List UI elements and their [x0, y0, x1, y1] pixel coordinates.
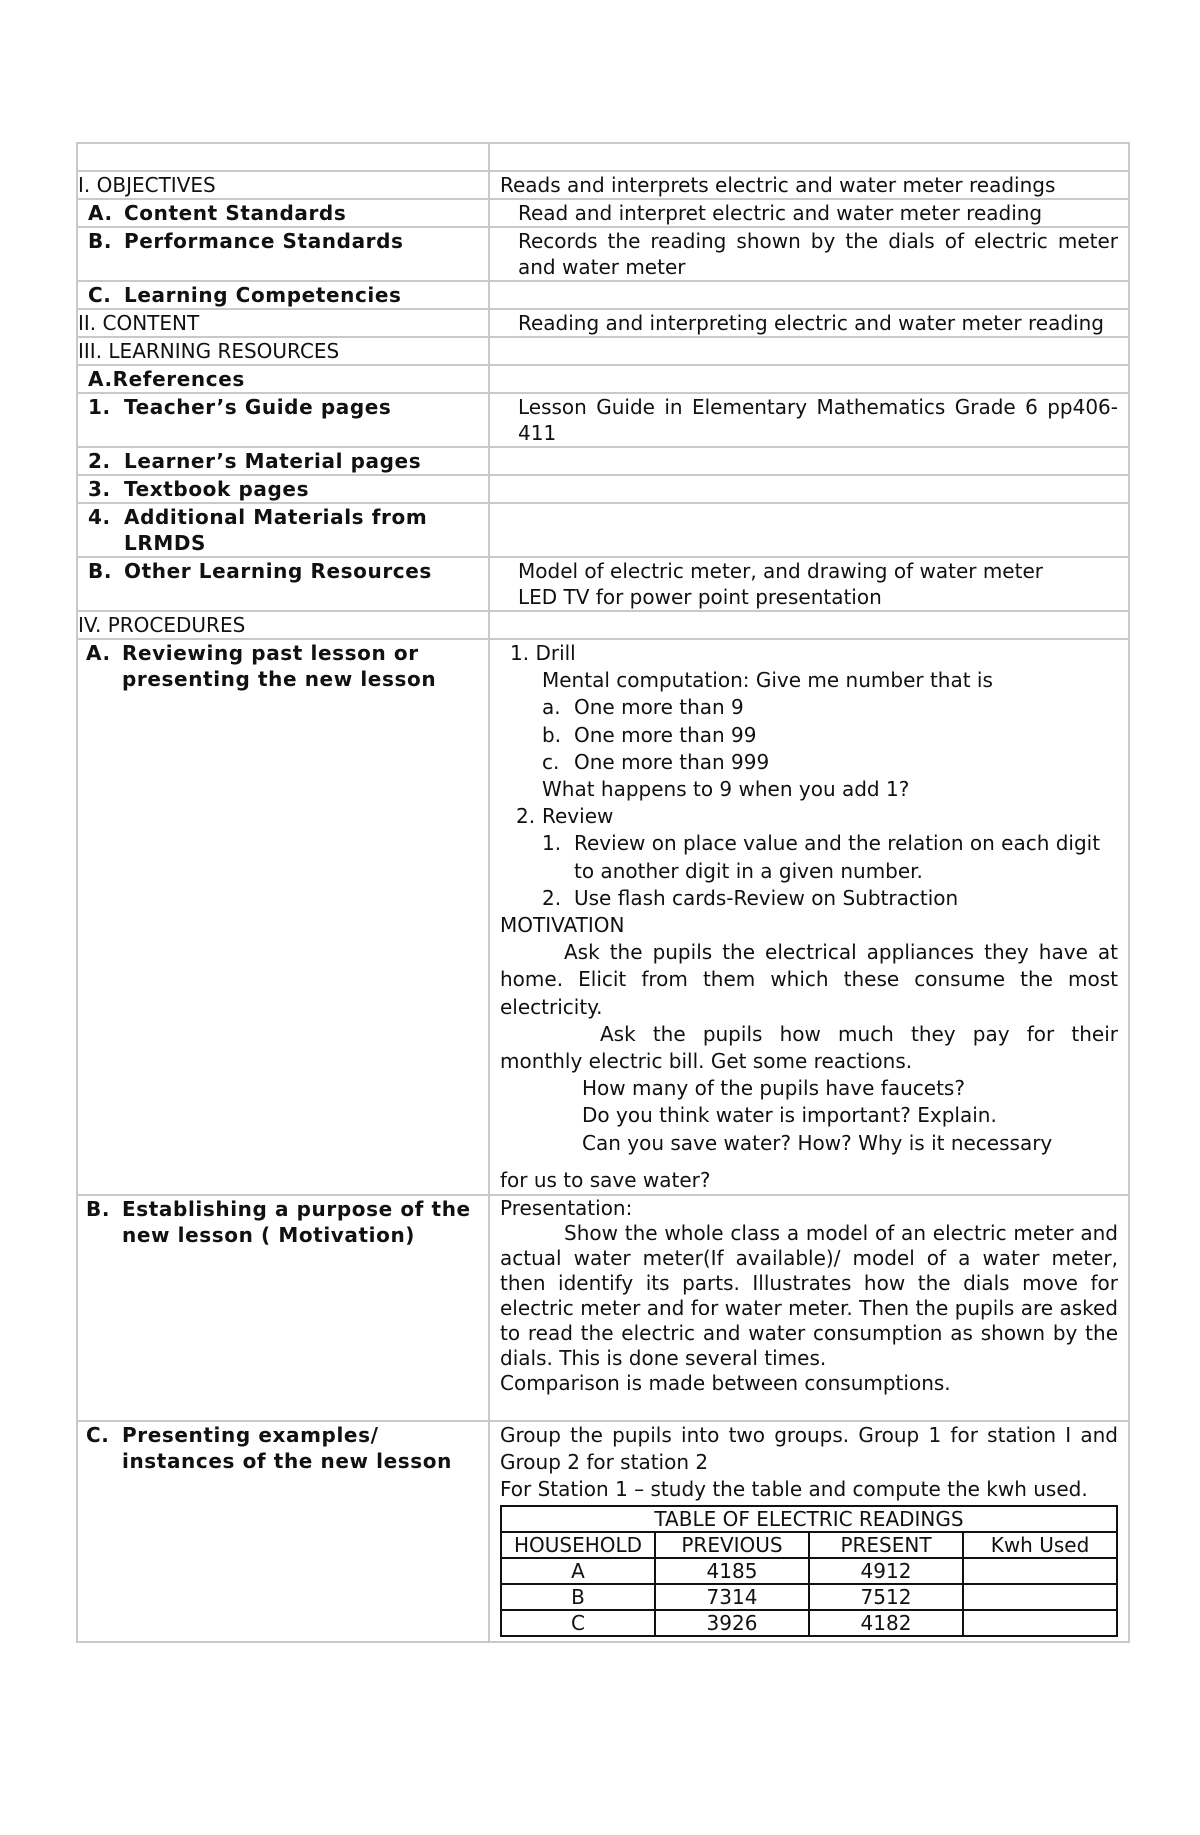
- table-cell: A: [501, 1558, 655, 1584]
- review-item-text: Use flash cards-Review on Subtraction: [574, 885, 959, 910]
- content-standards-row: [77, 199, 1129, 227]
- teachers-guide-row: [77, 393, 1129, 447]
- header-empty-row: [77, 143, 1129, 171]
- lesson-plan-table: [76, 142, 1130, 1643]
- review-item: [500, 885, 1118, 912]
- drill-items: [500, 694, 1118, 776]
- objectives-row: [77, 171, 1129, 199]
- content-standards-value: Read and interpret electric and water meter reading: [489, 199, 1129, 227]
- table-header-cell: HOUSEHOLD: [501, 1532, 655, 1558]
- procedure-c-row: [77, 1421, 1129, 1642]
- learning-competencies-label: C. Learning Competencies: [77, 281, 489, 309]
- additional-materials-label: 4. Additional Materials from LRMDS: [77, 503, 489, 557]
- drill-item-letter: b.: [542, 722, 562, 747]
- learning-competencies-row: [77, 281, 1129, 309]
- review-items: [500, 830, 1118, 912]
- empty-cell: [489, 447, 1129, 475]
- procedure-a-label: A. Reviewing past lesson or presenting the new lesson: [77, 639, 489, 1195]
- procedures-row: [77, 611, 1129, 639]
- electric-readings-table: [500, 1505, 1118, 1637]
- grouping-paragraph: Group the pupils into two groups. Group 1 for station I and Group 2 for station 2: [500, 1423, 1118, 1475]
- textbook-row: [77, 475, 1129, 503]
- empty-cell: [77, 143, 489, 171]
- other-resources-label: B. Other Learning Resources: [77, 557, 489, 611]
- content-label: II. CONTENT: [77, 309, 489, 337]
- content-value: Reading and interpreting electric and water meter reading: [489, 309, 1129, 337]
- objectives-value: Reads and interprets electric and water meter readings: [489, 171, 1129, 199]
- station-paragraph: For Station 1 – study the table and compute the kwh used.: [500, 1477, 1088, 1502]
- other-resources-line: Model of electric meter, and drawing of water meter: [518, 559, 1043, 583]
- drill-question: What happens to 9 when you add 1?: [542, 777, 910, 802]
- table-header-cell: PRESENT: [809, 1532, 963, 1558]
- performance-standards-value: Records the reading shown by the dials of electric meter and water meter: [489, 227, 1129, 281]
- teachers-guide-label: 1. Teacher’s Guide pages: [77, 393, 489, 447]
- review-item-number: 1.: [542, 831, 562, 856]
- procedure-b-row: [77, 1195, 1129, 1421]
- references-label: A.References: [77, 365, 489, 393]
- drill-item-letter: a.: [542, 695, 561, 720]
- drill-heading: 1. Drill: [510, 641, 576, 665]
- table-cell: B: [501, 1584, 655, 1610]
- table-cell: 7314: [655, 1584, 809, 1610]
- empty-cell: [489, 475, 1129, 503]
- other-resources-row: [77, 557, 1129, 611]
- other-resources-line: LED TV for power point presentation: [518, 585, 882, 609]
- review-heading: 2. Review: [516, 804, 614, 829]
- table-cell: [963, 1610, 1117, 1636]
- procedure-b-label: B. Establishing a purpose of the new lesson ( Motivation): [77, 1195, 489, 1421]
- table-cell: 4912: [809, 1558, 963, 1584]
- table-row: [501, 1584, 1117, 1610]
- table-cell: 7512: [809, 1584, 963, 1610]
- table-body: [501, 1558, 1117, 1636]
- procedure-b-content: [489, 1195, 1129, 1421]
- procedure-a-row: [77, 639, 1129, 1195]
- textbook-label: 3. Textbook pages: [77, 475, 489, 503]
- table-title-row: [501, 1506, 1117, 1532]
- motivation-paragraph: Ask the pupils how much they pay for their monthly electric bill. Get some reactions.: [500, 1021, 1118, 1074]
- table-row: [501, 1558, 1117, 1584]
- empty-cell: [489, 503, 1129, 557]
- resources-row: [77, 337, 1129, 365]
- table-cell: 4185: [655, 1558, 809, 1584]
- procedure-c-content: [489, 1421, 1129, 1642]
- drill-item-text: One more than 9: [574, 695, 744, 720]
- drill-item-letter: c.: [542, 749, 560, 774]
- faucet-question: How many of the pupils have faucets?: [582, 1076, 965, 1101]
- table-cell: 4182: [809, 1610, 963, 1636]
- performance-standards-label: B. Performance Standards: [77, 227, 489, 281]
- comparison-text: Comparison is made between consumptions.: [500, 1371, 951, 1396]
- review-item-number: 2.: [542, 885, 562, 910]
- empty-cell: [489, 611, 1129, 639]
- presentation-heading: Presentation:: [500, 1196, 633, 1221]
- empty-cell: [489, 365, 1129, 393]
- content-row: [77, 309, 1129, 337]
- objectives-label: I. OBJECTIVES: [77, 171, 489, 199]
- table-header-cell: Kwh Used: [963, 1532, 1117, 1558]
- presentation-paragraph: Show the whole class a model of an electric meter and actual water meter(If available)/ model of a water meter, then identify its parts. Illustrates how the dials move for electric meter and for water meter. Then the pupils are asked to read the electric and water consumption as shown by the dials. This is done several times.: [500, 1221, 1118, 1371]
- save-water-question: Can you save water? How? Why is it necessary: [582, 1130, 1053, 1155]
- table-header-row: [501, 1532, 1117, 1558]
- table-cell: C: [501, 1610, 655, 1636]
- procedures-label: IV. PROCEDURES: [77, 611, 489, 639]
- mental-computation: Mental computation: Give me number that is: [542, 668, 993, 693]
- water-question: Do you think water is important? Explain.: [582, 1103, 997, 1128]
- performance-standards-row: [77, 227, 1129, 281]
- other-resources-value: [489, 557, 1129, 611]
- table-cell: [963, 1584, 1117, 1610]
- motivation-paragraph: Ask the pupils the electrical appliances they have at home. Elicit from them which these consume the most electricity.: [500, 940, 1118, 1019]
- save-water-question-cont: for us to save water?: [500, 1167, 711, 1192]
- drill-item: [500, 749, 1118, 776]
- empty-cell: [489, 337, 1129, 365]
- table-cell: [963, 1558, 1117, 1584]
- learners-material-row: [77, 447, 1129, 475]
- empty-cell: [489, 143, 1129, 171]
- table-row: [501, 1610, 1117, 1636]
- drill-item-text: One more than 99: [574, 722, 757, 747]
- table-title: TABLE OF ELECTRIC READINGS: [501, 1506, 1117, 1532]
- drill-item-text: One more than 999: [574, 749, 770, 774]
- drill-item: [500, 694, 1118, 721]
- drill-item: [500, 722, 1118, 749]
- additional-materials-row: [77, 503, 1129, 557]
- teachers-guide-value: Lesson Guide in Elementary Mathematics Grade 6 pp406-411: [489, 393, 1129, 447]
- learners-material-label: 2. Learner’s Material pages: [77, 447, 489, 475]
- table-header-cell: PREVIOUS: [655, 1532, 809, 1558]
- references-row: [77, 365, 1129, 393]
- procedure-c-label: C. Presenting examples/ instances of the new lesson: [77, 1421, 489, 1642]
- motivation-heading: MOTIVATION: [500, 913, 625, 938]
- empty-cell: [489, 281, 1129, 309]
- review-item: [500, 830, 1118, 884]
- review-item-text: Review on place value and the relation on each digit to another digit in a given number.: [574, 831, 1101, 883]
- resources-label: III. LEARNING RESOURCES: [77, 337, 489, 365]
- table-cell: 3926: [655, 1610, 809, 1636]
- procedure-a-content: [489, 639, 1129, 1195]
- content-standards-label: A. Content Standards: [77, 199, 489, 227]
